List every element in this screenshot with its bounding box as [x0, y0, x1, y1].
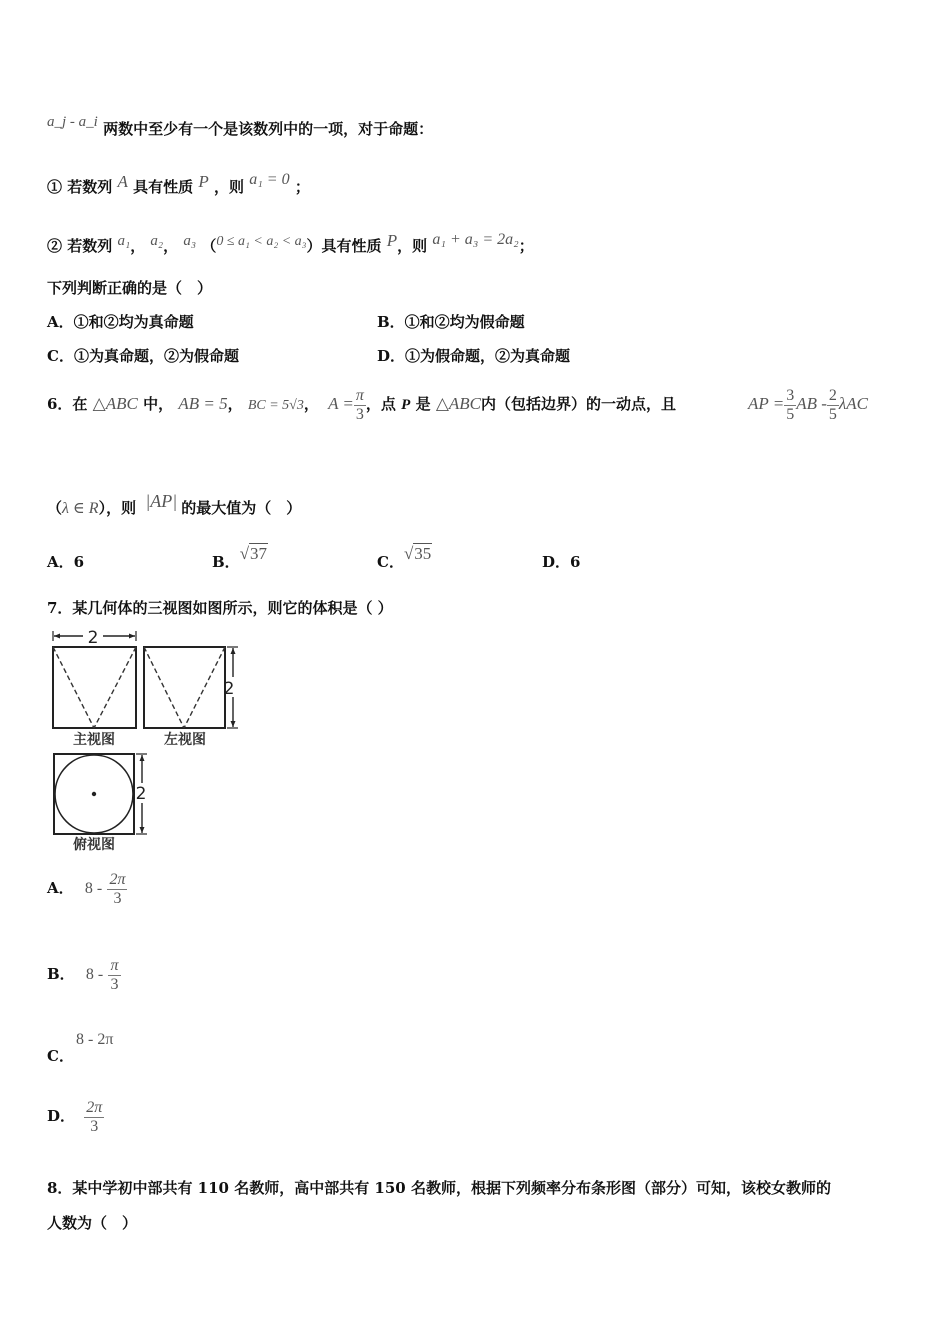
prop2-a1: a₁ — [117, 233, 131, 249]
prop1-expr: a₁ = 0 — [249, 171, 290, 188]
q6-ac-term: λAC — [838, 394, 868, 413]
q7-option-d-label: D． — [47, 1107, 76, 1125]
q6-ap-lhs: AP = — [748, 394, 785, 413]
q6-bc: BC = 5√3 — [247, 398, 304, 413]
top-view-label: 俯视图 — [73, 837, 115, 852]
prop2-mid: ）具有性质 — [306, 237, 382, 255]
q7-option-b-frac — [108, 957, 120, 994]
q6-line2-pre: （ — [47, 499, 63, 517]
q6-number: 6．在 — [47, 395, 88, 413]
prop2-P: P — [386, 231, 398, 250]
intro-expr: a_j - a_i — [47, 114, 98, 130]
prop2-a2: a₂ — [150, 233, 164, 249]
prop2-expr: a₁ + a₃ = 2a₂ — [432, 231, 519, 248]
q6-line-1: 6．在 △ABC 中， AB = 5， BC = 5√3， A = $\frac{\pi}{3}$ ，点 P 是 △ABC内（包括边界）的一动点，且 — [47, 386, 677, 423]
q6-is: 是 — [415, 395, 431, 413]
prop2-a3: a₃ — [183, 233, 197, 249]
q6-option-d: D．6 — [542, 553, 581, 571]
q6-frac-2-5 — [827, 387, 839, 424]
q8-line-2: 人数为（ ） — [47, 1214, 138, 1232]
q6-option-c-value: 35 — [414, 544, 432, 563]
frac1-den: 5 — [786, 405, 795, 423]
front-view-label: 主视图 — [73, 732, 115, 748]
front-width-dim: 2 — [87, 628, 99, 648]
q7-d-num: 2π — [86, 1098, 103, 1116]
top-size-dim: 2 — [135, 784, 147, 804]
frac2-num: 2 — [828, 386, 837, 404]
q6-option-c — [377, 544, 432, 572]
q7-option-b-pre: 8 - — [85, 966, 104, 983]
proposition-2: ② 若数列 a₁， a₂， a₃ （0 ≤ a₁ < a₂ < a₃）具有性质 P，则 a₁ + a₃ = 2a₂； — [47, 231, 534, 255]
q6-inside: 内（包括边界）的一动点，且 — [481, 395, 677, 413]
q6-lambda: λ ∈ R — [62, 500, 99, 517]
q6-option-a: A．6 — [47, 553, 85, 571]
q6-option-b — [212, 544, 268, 572]
q6-pi-over-3 — [354, 387, 366, 424]
q7-b-den: 3 — [110, 975, 119, 993]
q7-option-c — [47, 1030, 114, 1065]
q6-vector-expr — [748, 380, 868, 428]
q5-option-d: D．①为假命题，②为真命题 — [377, 347, 571, 365]
q7-option-a-pre: 8 - — [84, 880, 103, 897]
q6-zhong: 中， — [143, 395, 174, 413]
q7-option-a — [47, 866, 127, 911]
q6-frac-3-5 — [784, 387, 796, 424]
left-height-dim: 2 — [223, 679, 235, 699]
q7-question: 7．某几何体的三视图如图所示，则它的体积是（ ） — [47, 599, 393, 617]
q6-ab-term: AB - — [796, 394, 827, 413]
q7-option-d — [47, 1094, 104, 1138]
prop1-A: A — [117, 172, 128, 191]
q6-mid: ，点 — [365, 395, 396, 413]
q5-option-b: B．①和②均为假命题 — [377, 313, 525, 331]
left-view — [144, 647, 238, 748]
prop2-then: ，则 — [397, 237, 428, 255]
prop2-end: ； — [518, 237, 534, 255]
q7-option-c-expr: 8 - 2π — [76, 1031, 114, 1048]
pi-num: π — [355, 386, 364, 404]
q6-abs-ap: |AP| — [145, 491, 178, 511]
prop1-mid: 具有性质 — [133, 178, 194, 196]
q7-option-a-label: A． — [47, 879, 74, 897]
intro-text: 两数中至少有一个是该数列中的一项，对于命题： — [103, 120, 434, 138]
q7-option-d-frac — [84, 1099, 104, 1136]
prop2-prefix: ② 若数列 — [47, 237, 113, 255]
prop2-cond: 0 ≤ a₁ < a₂ < a₃ — [216, 234, 307, 249]
q6-line-2 — [47, 486, 301, 524]
left-view-label: 左视图 — [164, 732, 206, 748]
q7-option-c-label: C． — [47, 1047, 74, 1065]
q7-a-num: 2π — [109, 870, 126, 888]
q6-ab: AB = 5 — [178, 394, 228, 413]
q5-option-c: C．①为真命题，②为假命题 — [47, 347, 239, 365]
intro-line — [47, 112, 433, 139]
prop1-then: ，则 — [213, 178, 244, 196]
q7-option-a-frac — [107, 871, 127, 908]
q6-option-c-sqrt: √35 — [403, 544, 432, 563]
three-den: 3 — [355, 405, 364, 423]
q6-option-b-label: B． — [212, 553, 240, 571]
q7-b-num: π — [110, 956, 119, 974]
q6-triangle-2: △ABC — [435, 394, 482, 413]
q6-angle-lhs: A = — [328, 394, 354, 413]
q7-a-den: 3 — [113, 889, 122, 907]
q6-line2-end: 的最大值为（ ） — [181, 499, 302, 517]
frac2-den: 5 — [828, 405, 837, 423]
q6-P: P — [401, 397, 411, 413]
q6-line2-mid: ），则 — [98, 499, 137, 517]
q5-option-a: A．①和②均为真命题 — [47, 313, 194, 331]
q7-option-b — [47, 952, 121, 997]
front-view — [53, 628, 136, 748]
frac1-num: 3 — [786, 386, 795, 404]
q8-line-1: 8．某中学初中部共有 110 名教师，高中部共有 150 名教师，根据下列频率分布条形图（部分）可知，该校女教师的 — [47, 1179, 831, 1197]
prop1-P: P — [198, 172, 209, 191]
prop1-end: ； — [294, 178, 310, 196]
q6-triangle: △ABC — [92, 394, 138, 413]
q5-question: 下列判断正确的是（ ） — [47, 279, 213, 297]
top-view — [54, 754, 147, 852]
q7-option-b-label: B． — [47, 965, 75, 983]
prop1-prefix: ① 若数列 — [47, 178, 113, 196]
three-view-figure — [45, 627, 245, 852]
q6-option-b-value: 37 — [250, 544, 268, 563]
q6-option-c-label: C． — [377, 553, 404, 571]
q6-option-b-sqrt: √37 — [239, 544, 268, 563]
q7-d-den: 3 — [90, 1117, 99, 1135]
proposition-1 — [47, 170, 310, 197]
